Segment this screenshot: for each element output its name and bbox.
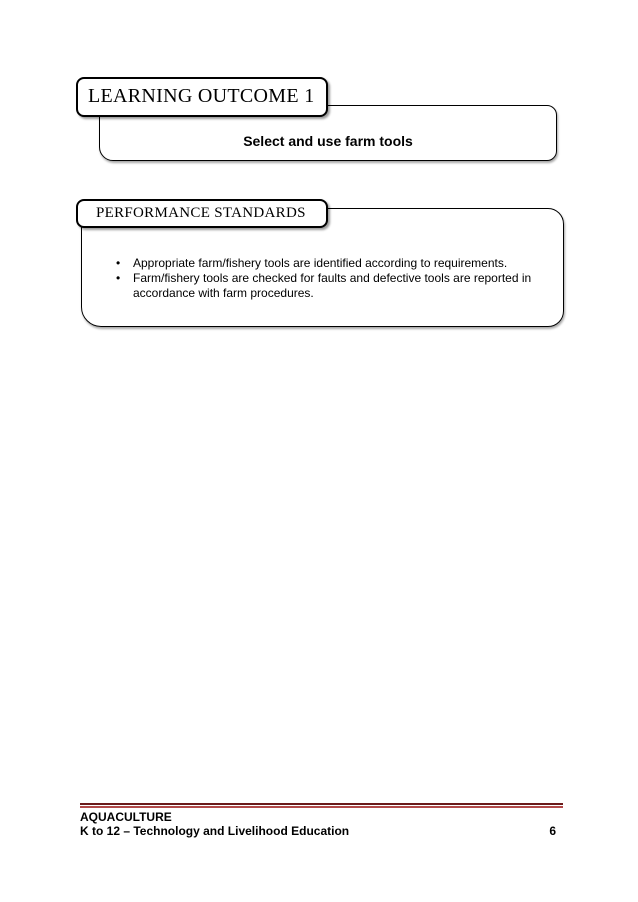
learning-outcome-title: LEARNING OUTCOME 1 xyxy=(88,85,315,107)
page-number: 6 xyxy=(549,824,556,838)
footer-course: K to 12 – Technology and Livelihood Education xyxy=(80,824,350,838)
bullet-icon: • xyxy=(116,256,121,270)
list-item-text: Appropriate farm/fishery tools are identified according to requirements. xyxy=(133,256,508,270)
performance-standards-tab xyxy=(76,199,328,228)
footer-rule xyxy=(80,803,563,805)
list-item xyxy=(116,271,536,301)
performance-standards-list xyxy=(116,256,536,301)
footer-rule-accent xyxy=(80,806,563,808)
list-item xyxy=(116,256,536,271)
bullet-icon: • xyxy=(116,271,121,285)
list-item-text: Farm/fishery tools are checked for faults and defective tools are reported in accordance with farm procedures. xyxy=(133,271,532,300)
learning-outcome-tab xyxy=(76,77,328,117)
learning-outcome-subtitle: Select and use farm tools xyxy=(243,133,413,149)
footer-subject: AQUACULTURE xyxy=(80,810,172,824)
performance-standards-title: PERFORMANCE STANDARDS xyxy=(96,205,306,221)
